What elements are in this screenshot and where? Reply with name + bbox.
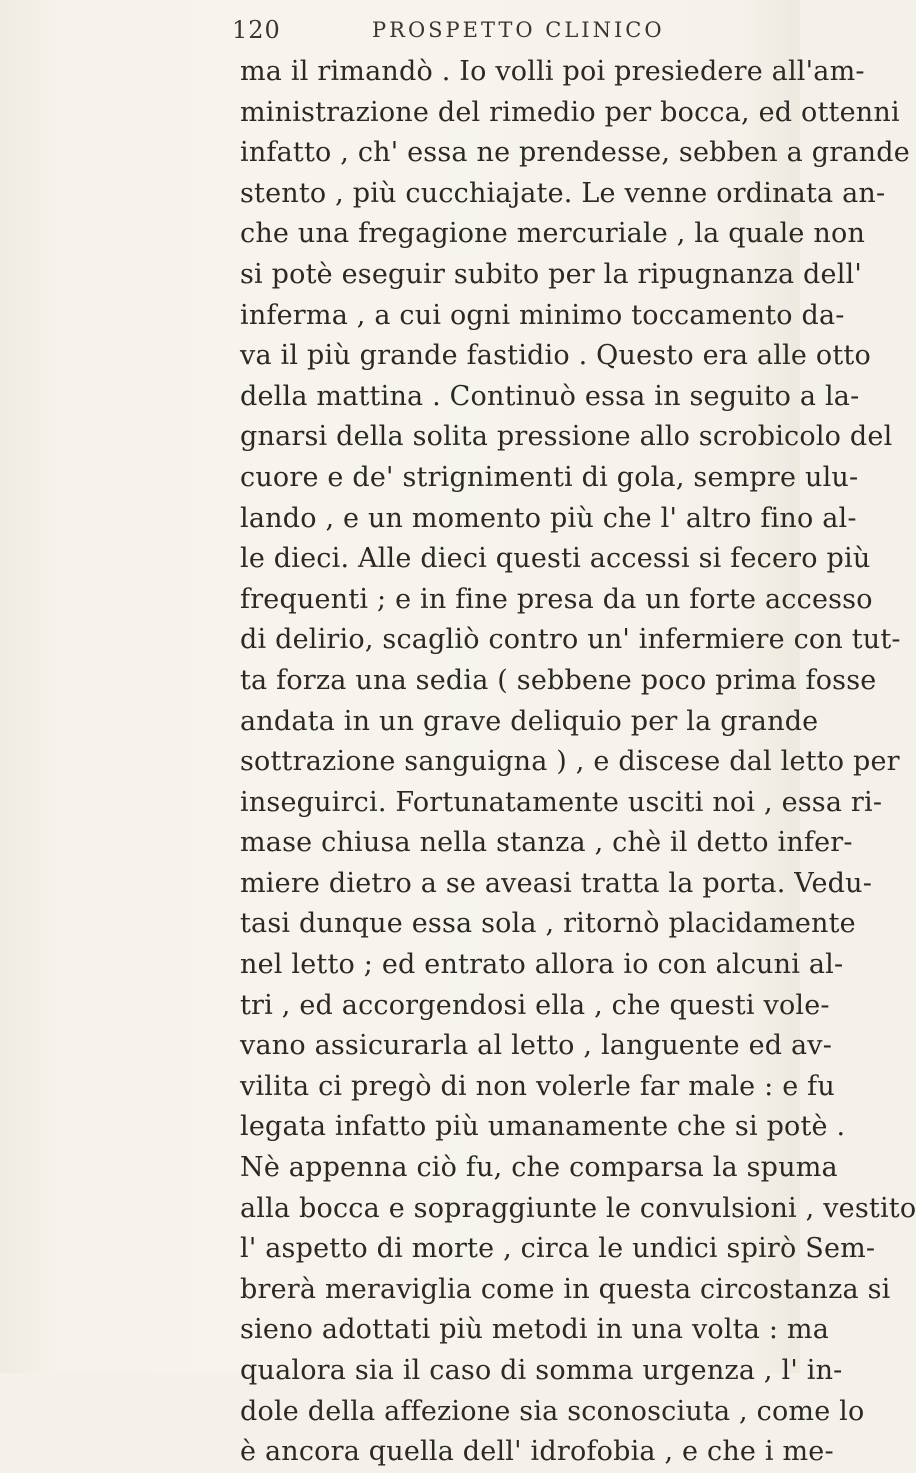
text-line: inferma , a cui ogni minimo toccamento da- bbox=[240, 299, 845, 331]
text-line: di delirio, scagliò contro un' infermiere con tut- bbox=[240, 624, 901, 656]
text-line: infatto , ch' essa ne prendesse, sebben a grande bbox=[240, 137, 910, 169]
text-line: tri , ed accorgendosi ella , che questi vole- bbox=[240, 989, 830, 1021]
text-line: le dieci. Alle dieci questi accessi si fecero più bbox=[240, 543, 871, 575]
text-line: lando , e un momento più che l' altro fino al- bbox=[240, 502, 857, 534]
text-line: inseguirci. Fortunatamente usciti noi , essa ri- bbox=[240, 786, 883, 818]
text-line: si potè eseguir subito per la ripugnanza dell' bbox=[240, 258, 862, 290]
text-line: è ancora quella dell' idrofobia , e che i me- bbox=[240, 1436, 834, 1468]
text-line: che una fregagione mercuriale , la quale non bbox=[240, 218, 866, 250]
text-line: ministrazione del rimedio per bocca, ed ottenni bbox=[240, 96, 900, 128]
text-line: cuore e de' strignimenti di gola, sempre ulu- bbox=[240, 461, 859, 493]
text-line: frequenti ; e in fine presa da un forte accesso bbox=[240, 583, 873, 615]
text-line: della mattina . Continuò essa in seguito a la- bbox=[240, 380, 860, 412]
text-line: stento , più cucchiajate. Le venne ordinata an- bbox=[240, 177, 886, 209]
text-line: andata in un grave deliquio per la grande bbox=[240, 705, 819, 737]
text-line: nel letto ; ed entrato allora io con alcuni al- bbox=[240, 949, 844, 981]
text-line: brerà meraviglia come in questa circostanza si bbox=[240, 1273, 891, 1305]
text-line: mase chiusa nella stanza , chè il detto infer- bbox=[240, 827, 853, 859]
text-line: alla bocca e sopraggiunte le convulsioni , vestito bbox=[240, 1192, 916, 1224]
text-line: vano assicurarla al letto , languente ed av- bbox=[240, 1030, 833, 1062]
running-title: PROSPETTO CLINICO bbox=[372, 18, 665, 42]
text-line: vilita ci pregò di non volerle far male : e fu bbox=[240, 1070, 835, 1102]
text-line: sottrazione sanguigna ) , e discese dal letto per bbox=[240, 746, 900, 778]
text-line: Nè appenna ciò fu, che comparsa la spuma bbox=[240, 1152, 838, 1184]
text-line: miere dietro a se aveasi tratta la porta. Vedu- bbox=[240, 867, 873, 899]
text-line: gnarsi della solita pressione allo scrobicolo del bbox=[240, 421, 893, 453]
text-line: dole della affezione sia sconosciuta , come lo bbox=[240, 1395, 865, 1427]
page-number: 120 bbox=[232, 16, 281, 44]
body-text bbox=[240, 52, 916, 1473]
text-line: tasi dunque essa sola , ritornò placidamente bbox=[240, 908, 856, 940]
text-line: sieno adottati più metodi in una volta : ma bbox=[240, 1314, 829, 1346]
text-line: ma il rimandò . Io volli poi presiedere all'am- bbox=[240, 56, 865, 87]
page-header bbox=[232, 10, 792, 50]
text-line: ta forza una sedia ( sebbene poco prima fosse bbox=[240, 664, 877, 696]
text-line: l' aspetto di morte , circa le undici spirò Sem- bbox=[240, 1233, 876, 1265]
text-line: legata infatto più umanamente che si potè . bbox=[240, 1111, 846, 1143]
text-line: qualora sia il caso di somma urgenza , l' in- bbox=[240, 1355, 843, 1386]
text-line: va il più grande fastidio . Questo era alle otto bbox=[240, 340, 871, 372]
